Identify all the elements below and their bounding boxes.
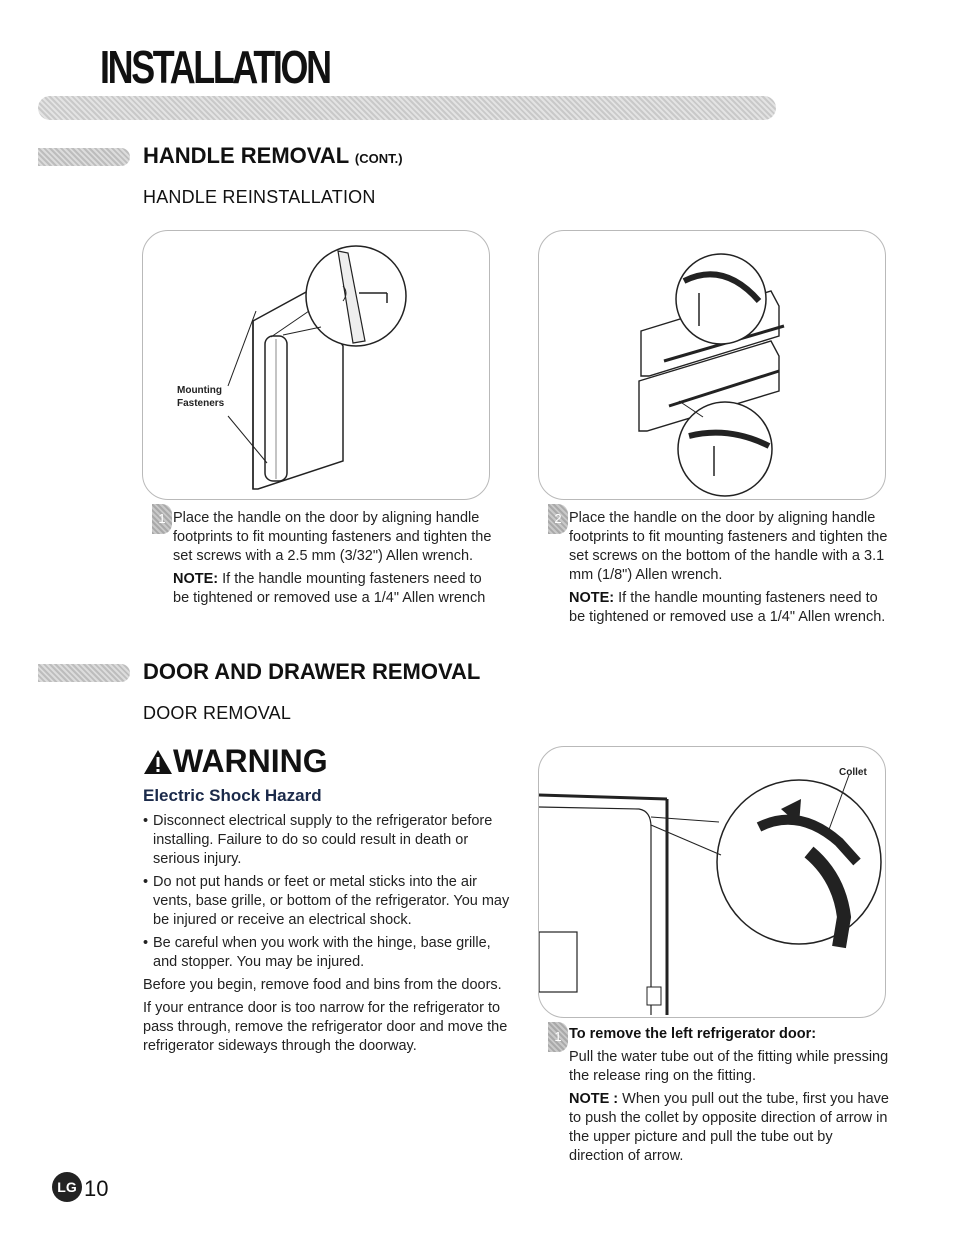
step-2-note bbox=[569, 589, 891, 627]
subheading-handle-reinstallation: HANDLE REINSTALLATION bbox=[143, 187, 376, 207]
note-text: If the handle mounting fasteners need to be tightened or removed use a 1/4" Allen wrench bbox=[173, 571, 486, 606]
figure-label-line: Fasteners bbox=[177, 398, 225, 409]
step-2-instruction: Place the handle on the door by aligning handle footprints to fit mounting fasteners and tighten the set screws on the bottom of the handle with a 3.1 mm (1/8") Allen wrench. bbox=[569, 510, 888, 583]
door-step-heading: To remove the left refrigerator door: bbox=[569, 1026, 817, 1042]
step-1-text-block bbox=[173, 509, 493, 612]
page-title: INSTALLATION bbox=[100, 41, 330, 93]
section-title-door-drawer-removal: DOOR AND DRAWER REMOVAL bbox=[143, 659, 481, 684]
warning-subtitle: Electric Shock Hazard bbox=[143, 786, 322, 805]
step-number-badge: 1 bbox=[548, 1022, 568, 1052]
figure-drawer-handles bbox=[538, 230, 886, 500]
figure-label-line: Mounting bbox=[177, 385, 222, 396]
section-title-text: HANDLE REMOVAL bbox=[143, 143, 349, 168]
figure-water-tube-collet bbox=[538, 746, 886, 1018]
door-handle-illustration bbox=[143, 231, 489, 499]
note-label: NOTE: bbox=[569, 590, 615, 606]
door-step-instruction: Pull the water tube out of the fitting while pressing the release ring on the fitting. bbox=[569, 1049, 889, 1084]
warning-heading bbox=[143, 743, 513, 780]
step-number-badge: 1 bbox=[152, 504, 172, 534]
section-marker bbox=[38, 148, 130, 166]
door-step-note bbox=[569, 1090, 891, 1166]
subheading-door-removal: DOOR REMOVAL bbox=[143, 703, 292, 723]
figure-label-mounting-fasteners bbox=[177, 384, 224, 410]
warning-block bbox=[143, 743, 513, 1060]
door-step-text-block bbox=[569, 1025, 891, 1170]
figure-label-collet: Collet bbox=[839, 767, 867, 778]
title-bar bbox=[38, 96, 776, 120]
step-number-badge: 2 bbox=[548, 504, 568, 534]
section-marker bbox=[38, 664, 130, 682]
note-label: NOTE : bbox=[569, 1091, 619, 1107]
warning-bullet: • Be careful when you work with the hinge, base grille, and stopper. You may be injured. bbox=[143, 934, 513, 972]
step-2-text-block bbox=[569, 509, 891, 631]
warning-bullet: • Disconnect electrical supply to the refrigerator before installing. Failure to do so could result in death or serious injury. bbox=[143, 812, 513, 869]
drawer-handle-illustration bbox=[539, 231, 885, 499]
step-1-note bbox=[173, 570, 493, 608]
section-title-suffix: (CONT.) bbox=[354, 151, 403, 166]
note-label: NOTE: bbox=[173, 571, 219, 587]
warning-bullet-list bbox=[143, 812, 513, 972]
warning-title: WARNING bbox=[173, 743, 328, 779]
note-text: When you pull out the tube, first you have to push the collet by opposite direction of arrow in the upper picture and pull the tube out by direction of arrow. bbox=[569, 1091, 889, 1164]
water-tube-illustration bbox=[539, 747, 885, 1017]
page-number: 10 bbox=[84, 1176, 109, 1201]
step-1-instruction: Place the handle on the door by aligning handle footprints to fit mounting fasteners and tighten the set screws with a 2.5 mm (3/32") Allen wrench. bbox=[173, 510, 492, 564]
section-title-handle-removal bbox=[143, 143, 403, 169]
note-text: If the handle mounting fasteners need to be tightened or removed use a 1/4" Allen wrench. bbox=[569, 590, 886, 625]
lg-logo: LG bbox=[52, 1172, 82, 1202]
figure-handle-door bbox=[142, 230, 490, 500]
warning-paragraph: If your entrance door is too narrow for the refrigerator to pass through, remove the refrigerator door and move the refrigerator sideways through the doorway. bbox=[143, 1000, 508, 1054]
warning-bullet: • Do not put hands or feet or metal sticks into the air vents, base grille, or bottom of the refrigerator. You may be injured or receive an electrical shock. bbox=[143, 873, 513, 930]
warning-triangle-icon bbox=[143, 748, 173, 776]
warning-paragraph: Before you begin, remove food and bins from the doors. bbox=[143, 977, 502, 993]
